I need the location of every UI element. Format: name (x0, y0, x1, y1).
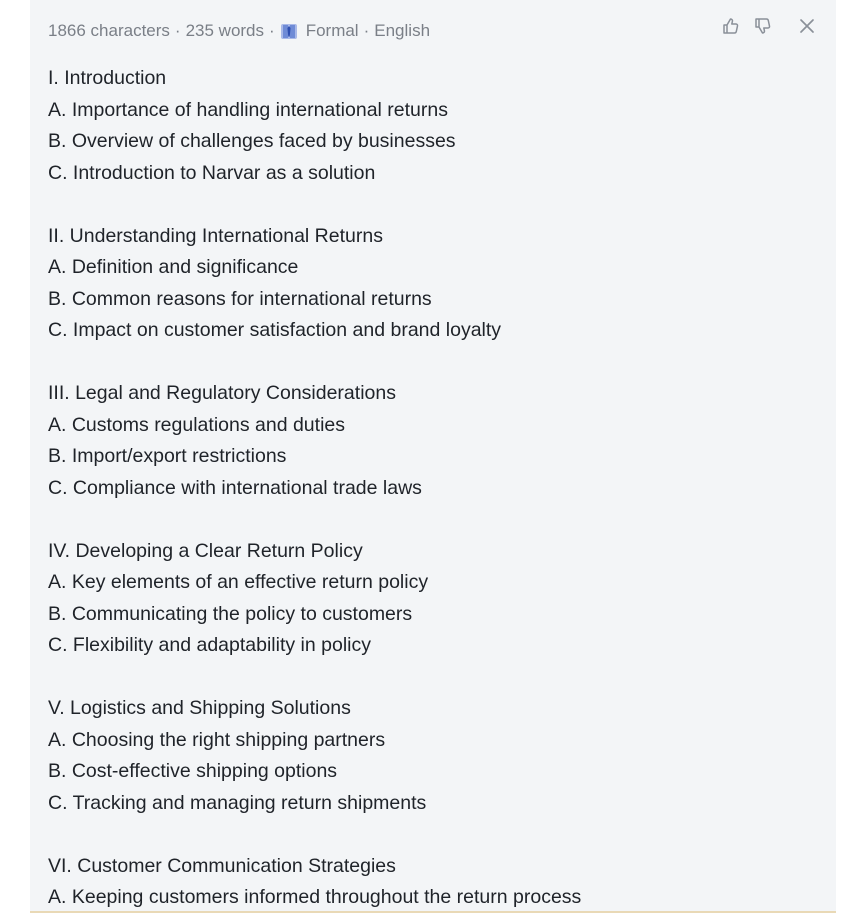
outline-item: C. Introduction to Narvar as a solution (48, 161, 376, 184)
outline-section (48, 378, 818, 504)
close-button[interactable] (796, 15, 818, 37)
outline-section (48, 221, 818, 347)
section-heading: IV. Developing a Clear Return Policy (48, 539, 363, 562)
outline-item: A. Customs regulations and duties (48, 413, 345, 436)
language-label: English (374, 21, 431, 40)
result-panel (30, 0, 836, 913)
outline-item: B. Overview of challenges faced by businesses (48, 130, 456, 152)
character-count: 1866 characters (48, 21, 170, 40)
section-heading: VI. Customer Communication Strategies (48, 854, 396, 877)
outline-content (48, 63, 818, 913)
outline-item: A. Choosing the right shipping partners (48, 728, 386, 751)
outline-item: B. Communicating the policy to customers (48, 602, 413, 625)
outline-item: C. Impact on customer satisfaction and brand loyalty (48, 319, 502, 341)
outline-item: A. Definition and significance (48, 256, 299, 278)
outline-item: B. Import/export restrictions (48, 445, 287, 467)
separator: · (174, 21, 181, 40)
outline-item: A. Keeping customers informed throughout the return process (48, 886, 582, 908)
section-heading: V. Logistics and Shipping Solutions (48, 697, 351, 719)
outline-section (48, 693, 818, 819)
outline-item: C. Tracking and managing return shipments (48, 791, 427, 814)
outline-item: B. Common reasons for international returns (48, 287, 432, 310)
outline-item: A. Key elements of an effective return policy (48, 571, 429, 593)
close-icon (799, 18, 815, 34)
word-count: 235 words (185, 21, 265, 40)
thumbs-down-icon (753, 16, 773, 36)
section-heading: III. Legal and Regulatory Considerations (48, 382, 396, 404)
section-heading: I. Introduction (48, 67, 167, 89)
tie-icon (280, 22, 298, 40)
tone-label: Formal (305, 21, 359, 40)
outline-item: B. Cost-effective shipping options (48, 760, 338, 782)
outline-section (48, 851, 818, 913)
feedback-actions (710, 15, 818, 37)
outline-section (48, 63, 818, 189)
outline-item: A. Importance of handling international returns (48, 98, 448, 121)
thumbs-up-icon (721, 16, 741, 36)
outline-item: C. Flexibility and adaptability in policy (48, 634, 371, 656)
outline-item: C. Compliance with international trade laws (48, 476, 422, 499)
outline-section (48, 536, 818, 662)
thumbs-down-button[interactable] (752, 15, 774, 37)
meta-bar (48, 19, 430, 43)
thumbs-up-button[interactable] (720, 15, 742, 37)
section-heading: II. Understanding International Returns (48, 224, 383, 247)
separator: · (363, 21, 370, 40)
separator: · (269, 21, 275, 40)
